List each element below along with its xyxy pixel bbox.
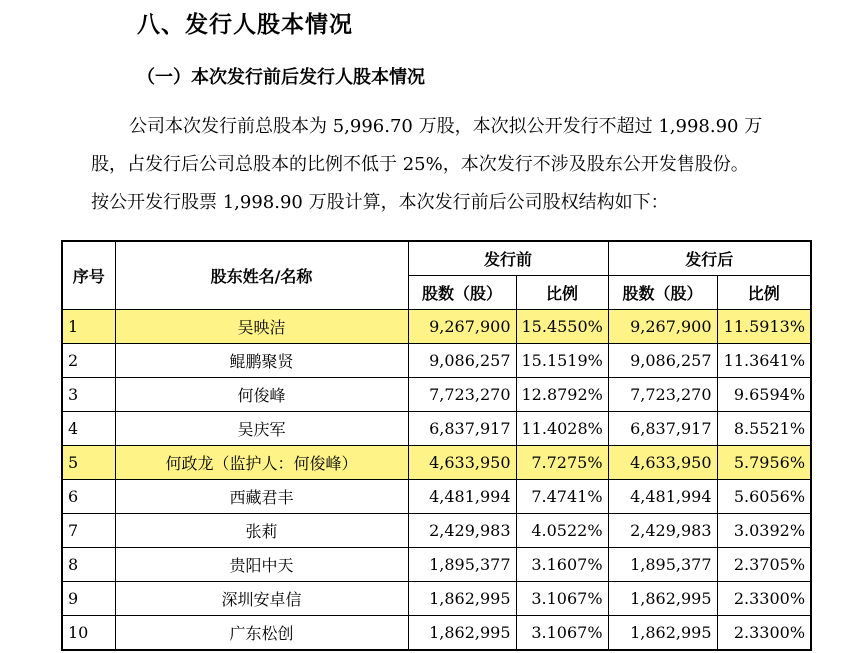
table-cell-after-shares: 1,895,377 bbox=[608, 548, 717, 582]
table-cell-no: 5 bbox=[62, 446, 115, 480]
table-cell-before-ratio: 3.1067% bbox=[516, 582, 608, 616]
table-cell-no: 3 bbox=[62, 378, 115, 412]
table-cell-no: 10 bbox=[62, 616, 115, 651]
paragraph-line-3: 按公开发行股票 1,998.90 万股计算，本次发行前后公司股权结构如下： bbox=[91, 192, 669, 213]
section-heading: 八、发行人股本情况 bbox=[137, 12, 353, 38]
table-cell-name: 吴映洁 bbox=[115, 310, 408, 344]
header-before-shares: 股数（股） bbox=[408, 276, 516, 310]
table-cell-after-ratio: 8.5521% bbox=[717, 412, 811, 446]
header-before-ratio: 比例 bbox=[516, 276, 608, 310]
table-row bbox=[62, 310, 811, 344]
table-cell-before-shares: 1,895,377 bbox=[408, 548, 516, 582]
table-row bbox=[62, 582, 811, 616]
table-cell-no: 2 bbox=[62, 344, 115, 378]
table-cell-after-ratio: 11.3641% bbox=[717, 344, 811, 378]
table-cell-before-shares: 9,086,257 bbox=[408, 344, 516, 378]
table-cell-after-ratio: 5.6056% bbox=[717, 480, 811, 514]
paragraph-line-1: 公司本次发行前总股本为 5,996.70 万股，本次拟公开发行不超过 1,998.90 万 bbox=[129, 116, 763, 137]
table-cell-name: 广东松创 bbox=[115, 616, 408, 651]
table-cell-before-ratio: 3.1067% bbox=[516, 616, 608, 651]
table-cell-after-shares: 7,723,270 bbox=[608, 378, 717, 412]
table-row bbox=[62, 480, 811, 514]
table-cell-after-shares: 9,086,257 bbox=[608, 344, 717, 378]
table-cell-after-shares: 4,633,950 bbox=[608, 446, 717, 480]
table-cell-no: 8 bbox=[62, 548, 115, 582]
table-cell-name: 鲲鹏聚贤 bbox=[115, 344, 408, 378]
table-cell-before-shares: 2,429,983 bbox=[408, 514, 516, 548]
subsection-heading: （一）本次发行前后发行人股本情况 bbox=[137, 67, 425, 88]
table-cell-no: 6 bbox=[62, 480, 115, 514]
table-cell-name: 吴庆军 bbox=[115, 412, 408, 446]
table-cell-before-ratio: 11.4028% bbox=[516, 412, 608, 446]
table-cell-name: 何政龙（监护人：何俊峰） bbox=[115, 446, 408, 480]
header-no: 序号 bbox=[62, 241, 115, 310]
table-cell-before-ratio: 15.1519% bbox=[516, 344, 608, 378]
table-cell-no: 7 bbox=[62, 514, 115, 548]
table-cell-after-shares: 9,267,900 bbox=[608, 310, 717, 344]
table-row bbox=[62, 446, 811, 480]
table-cell-before-ratio: 12.8792% bbox=[516, 378, 608, 412]
table-cell-before-ratio: 4.0522% bbox=[516, 514, 608, 548]
table-cell-before-ratio: 7.7275% bbox=[516, 446, 608, 480]
header-after: 发行后 bbox=[608, 241, 811, 276]
table-cell-no: 9 bbox=[62, 582, 115, 616]
table-cell-before-shares: 7,723,270 bbox=[408, 378, 516, 412]
table-cell-before-shares: 1,862,995 bbox=[408, 616, 516, 651]
table-cell-after-shares: 1,862,995 bbox=[608, 616, 717, 651]
table-cell-name: 西藏君丰 bbox=[115, 480, 408, 514]
table-cell-after-ratio: 11.5913% bbox=[717, 310, 811, 344]
table-cell-name: 深圳安卓信 bbox=[115, 582, 408, 616]
share-structure-table bbox=[61, 240, 812, 651]
table-cell-name: 贵阳中天 bbox=[115, 548, 408, 582]
table-row bbox=[62, 344, 811, 378]
table-cell-after-ratio: 5.7956% bbox=[717, 446, 811, 480]
table-cell-before-shares: 4,633,950 bbox=[408, 446, 516, 480]
header-after-shares: 股数（股） bbox=[608, 276, 717, 310]
table-cell-before-ratio: 7.4741% bbox=[516, 480, 608, 514]
table-cell-after-shares: 2,429,983 bbox=[608, 514, 717, 548]
table-row bbox=[62, 378, 811, 412]
table-cell-no: 4 bbox=[62, 412, 115, 446]
table-cell-after-ratio: 3.0392% bbox=[717, 514, 811, 548]
table-cell-before-shares: 6,837,917 bbox=[408, 412, 516, 446]
table-cell-after-ratio: 2.3705% bbox=[717, 548, 811, 582]
header-after-ratio: 比例 bbox=[717, 276, 811, 310]
table-cell-before-ratio: 3.1607% bbox=[516, 548, 608, 582]
table-cell-after-shares: 1,862,995 bbox=[608, 582, 717, 616]
table-cell-after-ratio: 9.6594% bbox=[717, 378, 811, 412]
table-row bbox=[62, 616, 811, 651]
table-cell-after-shares: 6,837,917 bbox=[608, 412, 717, 446]
table-row bbox=[62, 548, 811, 582]
table-cell-name: 何俊峰 bbox=[115, 378, 408, 412]
table-cell-before-shares: 4,481,994 bbox=[408, 480, 516, 514]
table-row bbox=[62, 412, 811, 446]
table-cell-after-shares: 4,481,994 bbox=[608, 480, 717, 514]
table-cell-before-shares: 9,267,900 bbox=[408, 310, 516, 344]
table-row bbox=[62, 514, 811, 548]
paragraph-line-2: 股，占发行后公司总股本的比例不低于 25%，本次发行不涉及股东公开发售股份。 bbox=[91, 154, 749, 175]
table-cell-after-ratio: 2.3300% bbox=[717, 616, 811, 651]
table-cell-after-ratio: 2.3300% bbox=[717, 582, 811, 616]
table-cell-before-ratio: 15.4550% bbox=[516, 310, 608, 344]
table-cell-before-shares: 1,862,995 bbox=[408, 582, 516, 616]
table-cell-name: 张莉 bbox=[115, 514, 408, 548]
header-name: 股东姓名/名称 bbox=[115, 241, 408, 310]
header-before: 发行前 bbox=[408, 241, 608, 276]
table-cell-no: 1 bbox=[62, 310, 115, 344]
